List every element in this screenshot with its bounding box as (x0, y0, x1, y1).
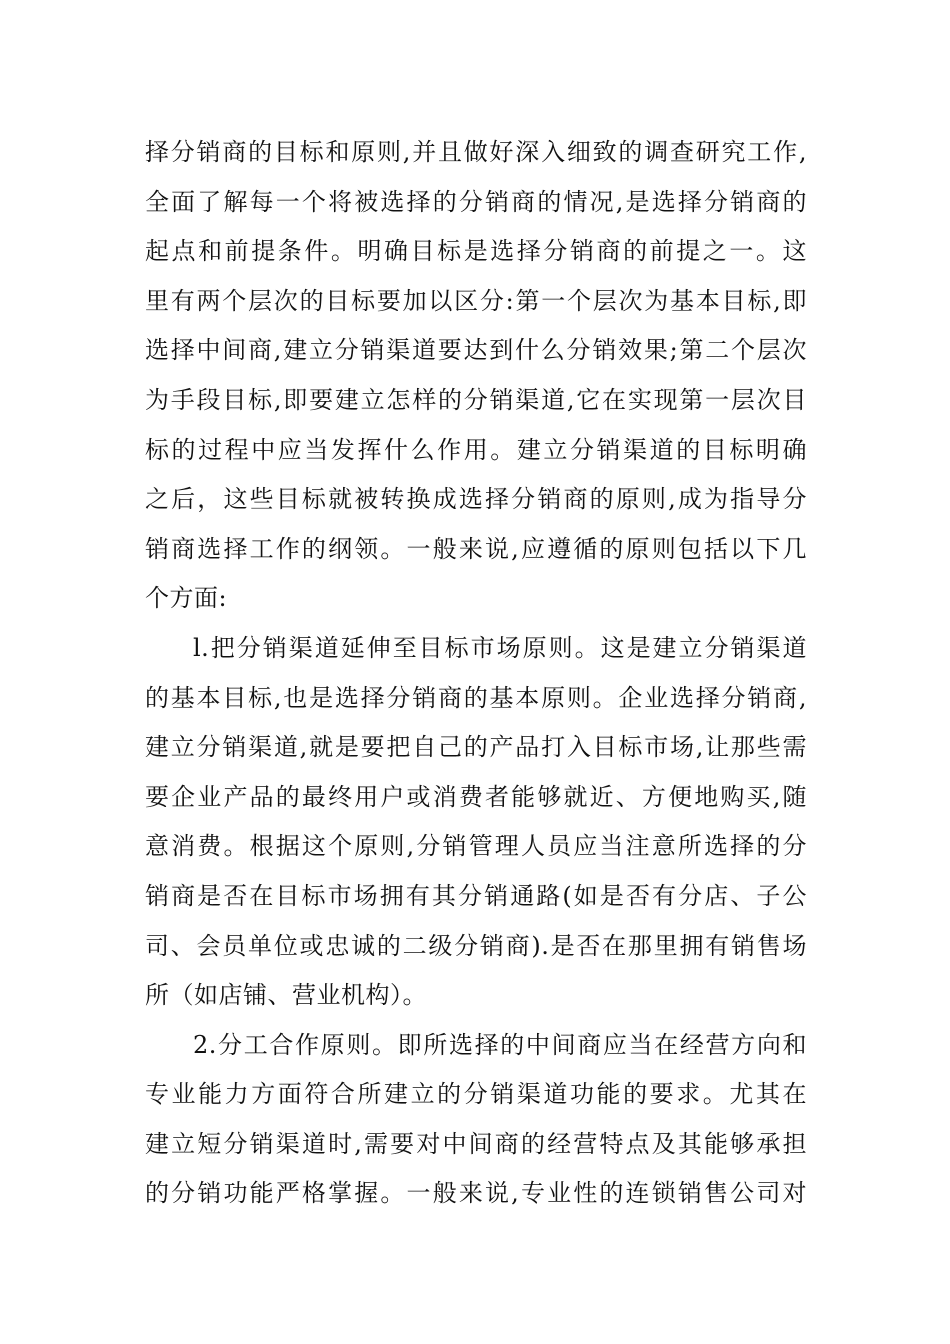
text-line: 为手段目标,即要建立怎样的分销渠道,它在实现第一层次目 (145, 385, 807, 414)
text-line: 个方面: (145, 584, 228, 613)
text-line: 的基本目标,也是选择分销商的基本原则。企业选择分销商, (145, 683, 807, 712)
text-line: 的分销功能严格掌握。一般来说,专业性的连锁销售公司对 (145, 1179, 807, 1208)
text-line: 建立短分销渠道时,需要对中间商的经营特点及其能够承担 (145, 1129, 807, 1158)
text-line: 所（如店铺、营业机构）。 (145, 981, 427, 1010)
text-line: 专业能力方面符合所建立的分销渠道功能的要求。尤其在 (145, 1080, 807, 1109)
text-line: 全面了解每一个将被选择的分销商的情况,是选择分销商的 (145, 187, 807, 216)
text-line: 销商是否在目标市场拥有其分销通路(如是否有分店、子公 (145, 881, 807, 910)
body-text (145, 128, 807, 1219)
text-line: 要企业产品的最终用户或消费者能够就近、方便地购买,随 (145, 782, 807, 811)
text-line: 司、会员单位或忠诚的二级分销商).是否在那里拥有销售场 (145, 931, 807, 960)
text-line: 建立分销渠道,就是要把自己的产品打入目标市场,让那些需 (145, 733, 807, 762)
text-line: 起点和前提条件。明确目标是选择分销商的前提之一。这 (145, 237, 807, 266)
text-line: 意消费。根据这个原则,分销管理人员应当注意所选择的分 (145, 832, 807, 861)
text-line: 选择中间商,建立分销渠道要达到什么分销效果;第二个层次 (145, 336, 807, 365)
text-line: 标的过程中应当发挥什么作用。建立分销渠道的目标明确 (145, 435, 807, 464)
text-line: 销商选择工作的纲领。一般来说,应遵循的原则包括以下几 (145, 534, 807, 563)
text-line: 之后，这些目标就被转换成选择分销商的原则,成为指导分 (145, 485, 807, 514)
text-line: 择分销商的目标和原则,并且做好深入细致的调查研究工作, (145, 138, 807, 166)
text-line: 2.分工合作原则。即所选择的中间商应当在经营方向和 (193, 1030, 807, 1059)
text-line: l.把分销渠道延伸至目标市场原则。这是建立分销渠道 (193, 633, 807, 662)
text-line: 里有两个层次的目标要加以区分:第一个层次为基本目标,即 (145, 286, 807, 315)
